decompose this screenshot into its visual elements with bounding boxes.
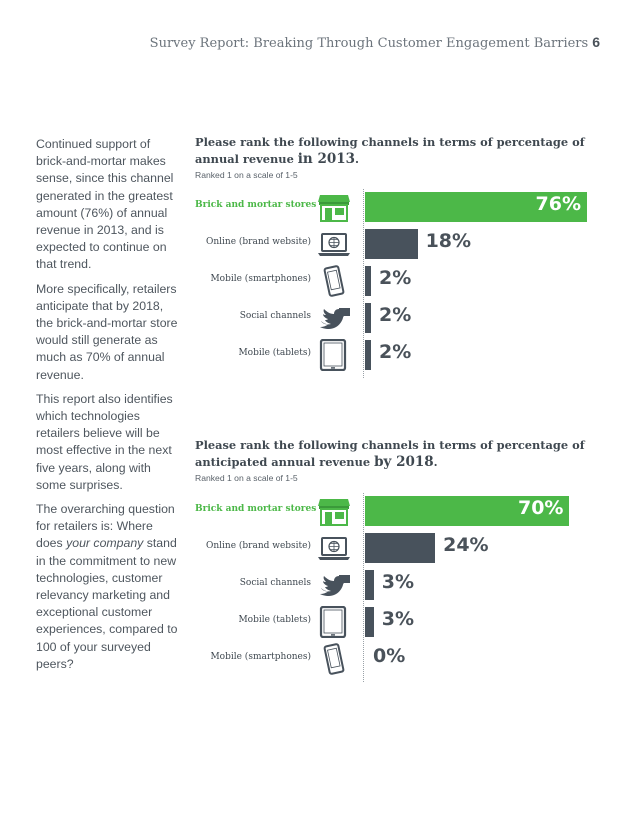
chart-title-text: Please rank the following channels in terms of percentage of annual revenue (195, 135, 585, 166)
tablet-icon (317, 606, 351, 638)
value-label: 0% (373, 645, 406, 667)
bar-row (195, 263, 615, 299)
chart-plot (195, 189, 615, 389)
bar (365, 340, 371, 370)
value-label: 2% (379, 341, 412, 363)
chart-title (195, 134, 615, 168)
bar (365, 229, 418, 259)
sidebar-paragraph-2: More specifically, retailers anticipate that by 2018, the brick-and-mortar store would still generate as much as 70% of annual revenue. (36, 281, 178, 382)
bar-row (195, 641, 615, 677)
chart-title (195, 437, 615, 471)
sidebar-paragraph-4 (36, 501, 178, 673)
twitter-bird-icon (317, 569, 351, 601)
sidebar-paragraph-1: Continued support of brick-and-mortar makes sense, since this channel generated in the greatest amount (76%) of annual revenue in 2013, and is expected to continue on that trend. (36, 137, 174, 272)
page-number: 6 (592, 34, 600, 50)
smartphone-icon (317, 643, 351, 675)
category-label: Social channels (239, 311, 311, 321)
category-label: Mobile (tablets) (238, 615, 311, 625)
bar-row (195, 604, 615, 640)
category-label: Social channels (239, 578, 311, 588)
laptop-icon (317, 532, 351, 564)
twitter-bird-icon (317, 302, 351, 334)
sidebar-paragraph-3: This report also identifies which technologies retailers believe will be most effective in the next five years, along with some surprises. (36, 391, 173, 492)
laptop-icon (317, 228, 351, 260)
category-label: Mobile (smartphones) (210, 652, 311, 662)
value-label: 76% (535, 193, 581, 215)
value-label: 70% (517, 497, 564, 519)
bar-row (195, 337, 615, 373)
page-header (150, 34, 600, 51)
bar-row (195, 300, 615, 336)
value-label: 18% (425, 230, 472, 252)
chart-revenue-2018 (195, 437, 615, 667)
chart-title-suffix: . (433, 455, 438, 469)
value-label: 2% (379, 267, 412, 289)
category-label: Online (brand website) (205, 541, 311, 551)
chart-revenue-2013 (195, 134, 615, 363)
bar (365, 533, 435, 563)
sidebar-paragraph-4-emphasis: your company (66, 536, 144, 551)
value-label: 3% (381, 608, 415, 630)
store-icon (317, 191, 351, 223)
chart-title-emphasis: in 2013 (297, 151, 356, 167)
bar (365, 266, 371, 296)
sidebar-paragraph-4-end: stand in the commitment to new technologies, customer relevancy marketing and exceptional customer experiences, compared to 100 of your surveyed peers? (36, 536, 178, 671)
bar-row (195, 226, 615, 262)
category-label: Mobile (tablets) (238, 348, 311, 358)
smartphone-icon (317, 265, 351, 297)
report-title: Survey Report: Breaking Through Customer Engagement Barriers (149, 36, 589, 51)
category-label: Brick and mortar stores (195, 200, 317, 210)
store-icon (317, 495, 351, 527)
value-label: 3% (381, 571, 415, 593)
bar (365, 607, 374, 637)
sidebar-text (36, 136, 178, 680)
category-label: Mobile (smartphones) (210, 274, 311, 284)
chart-subtitle: Ranked 1 on a scale of 1-5 (195, 170, 298, 180)
chart-title-emphasis: by 2018 (374, 454, 434, 470)
chart-title-text: Please rank the following channels in terms of percentage of anticipated annual revenue (195, 438, 585, 469)
tablet-icon (317, 339, 351, 371)
bar (365, 303, 371, 333)
bar-row (195, 189, 615, 225)
bar (365, 570, 374, 600)
value-label: 2% (379, 304, 412, 326)
chart-title-suffix: . (355, 152, 359, 166)
chart-plot (195, 493, 615, 693)
bar-row (195, 567, 615, 603)
bar-row (195, 530, 615, 566)
sidebar-paragraph-4-start: The overarching question for retailers is: Where does (36, 502, 175, 551)
category-label: Online (brand website) (205, 237, 311, 247)
bar-row (195, 493, 615, 529)
chart-subtitle: Ranked 1 on a scale of 1-5 (195, 473, 298, 483)
value-label: 24% (443, 534, 489, 556)
category-label: Brick and mortar stores (195, 504, 317, 514)
